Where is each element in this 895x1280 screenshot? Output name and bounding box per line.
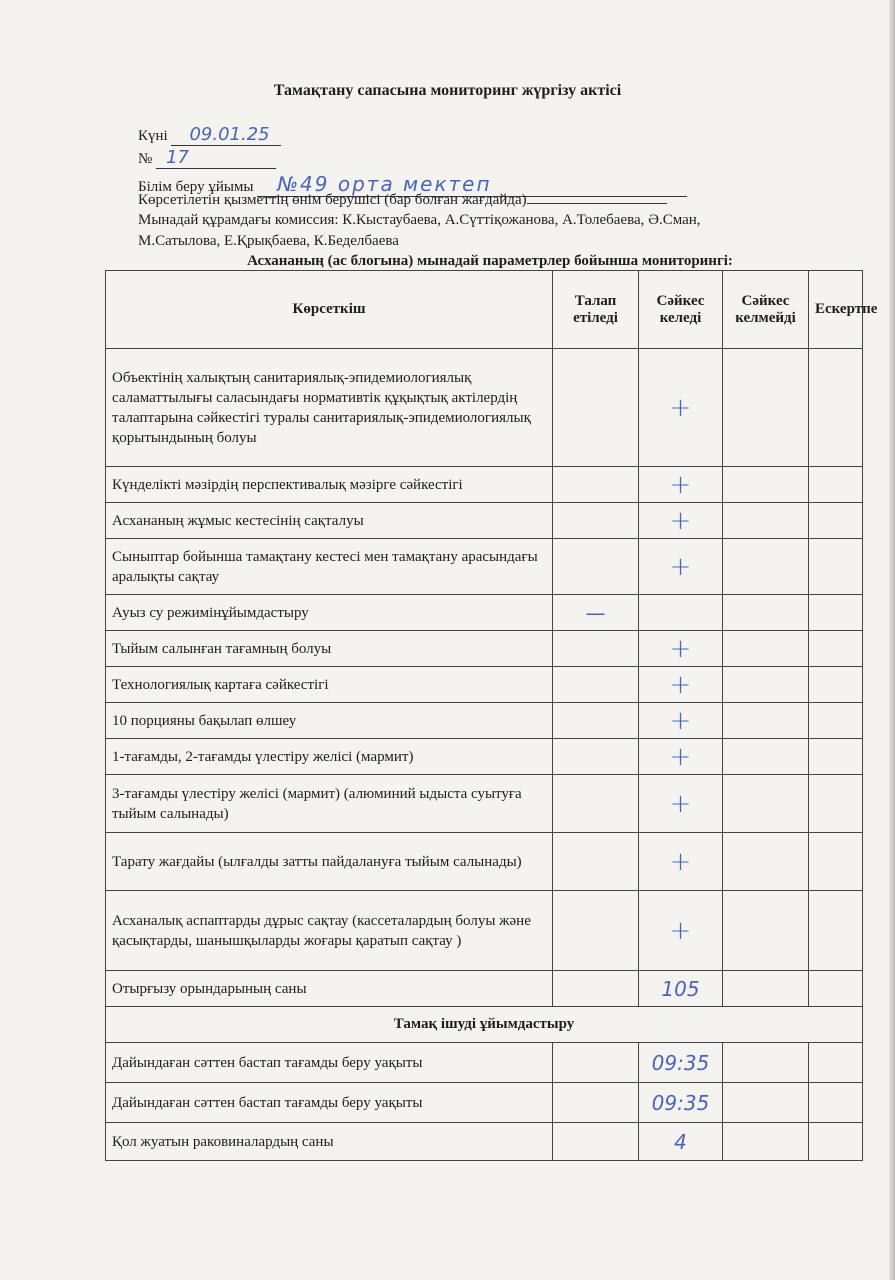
cell-required — [553, 891, 639, 971]
page-edge-shadow — [889, 0, 895, 1280]
provider-label: Көрсетілетін қызметтің өнім берушісі (бар болған жағдайда) — [138, 192, 527, 208]
number-label: № — [138, 151, 153, 167]
section-title: Тамақ ішуді ұйымдастыру — [106, 1007, 863, 1043]
cell-not-complies — [723, 349, 809, 467]
row-label: Тыйым салынған тағамның болуы — [106, 631, 553, 667]
row-label: 1-тағамды, 2-тағамды үлестіру желісі (мармит) — [106, 739, 553, 775]
cell-required — [553, 631, 639, 667]
cell-note — [809, 631, 863, 667]
cell-required — [553, 775, 639, 833]
monitoring-table — [105, 270, 878, 1161]
table-row — [106, 775, 863, 833]
plus-mark: + — [669, 551, 692, 582]
table-row — [106, 833, 863, 891]
table-row — [106, 539, 863, 595]
row-label: Дайындаған сәттен бастап тағамды беру уақыты — [106, 1083, 553, 1123]
cell-complies — [639, 833, 723, 891]
cell-note — [809, 349, 863, 467]
row-label: Тарату жағдайы (ылғалды затты пайдалануға тыйым салынады) — [106, 833, 553, 891]
header-indicator: Көрсеткіш — [106, 271, 553, 349]
cell-not-complies — [723, 833, 809, 891]
cell-not-complies — [723, 467, 809, 503]
table-header-row — [106, 271, 863, 349]
cell-not-complies — [723, 503, 809, 539]
provider-line — [138, 192, 667, 209]
plus-mark: + — [669, 846, 692, 877]
table-row — [106, 739, 863, 775]
cell-note — [809, 971, 863, 1007]
commission-line-1: Мынадай құрамдағы комиссия: К.Кыстаубаева, А.Сүттіқожанова, А.Толебаева, Ә.Сман, — [138, 212, 701, 228]
cell-required — [553, 1083, 639, 1123]
cell-complies — [639, 891, 723, 971]
time-value: 09:35 — [651, 1090, 710, 1115]
date-line — [138, 124, 281, 146]
plus-mark: + — [669, 505, 692, 536]
cell-note — [809, 1123, 863, 1161]
cell-note — [809, 891, 863, 971]
table-row — [106, 891, 863, 971]
plus-mark: + — [669, 633, 692, 664]
sink-count-value: 4 — [674, 1129, 687, 1154]
cell-not-complies — [723, 595, 809, 631]
plus-mark: + — [669, 741, 692, 772]
time-value: 09:35 — [651, 1050, 710, 1075]
table-row — [106, 703, 863, 739]
table-row — [106, 595, 863, 631]
table-row — [106, 971, 863, 1007]
row-label: Асхананың жұмыс кестесінің сақталуы — [106, 503, 553, 539]
cell-required — [553, 1123, 639, 1161]
provider-field — [527, 203, 667, 204]
cell-not-complies — [723, 539, 809, 595]
header-not-complies: Сәйкес келмейді — [723, 271, 809, 349]
cell-complies — [639, 1083, 723, 1123]
header-complies: Сәйкес келеді — [639, 271, 723, 349]
row-label: Дайындаған сәттен бастап тағамды беру уақыты — [106, 1043, 553, 1083]
cell-complies — [639, 539, 723, 595]
cell-complies — [639, 739, 723, 775]
date-value: 09.01.25 — [189, 124, 270, 145]
table-row — [106, 667, 863, 703]
table-row — [106, 631, 863, 667]
cell-note — [809, 775, 863, 833]
cell-not-complies — [723, 891, 809, 971]
number-field — [156, 147, 276, 169]
cell-required — [553, 739, 639, 775]
cell-required — [553, 595, 639, 631]
cell-complies — [639, 467, 723, 503]
cell-required — [553, 833, 639, 891]
cell-complies — [639, 1123, 723, 1161]
cell-note — [809, 739, 863, 775]
date-field — [171, 124, 281, 146]
cell-not-complies — [723, 1083, 809, 1123]
cell-complies — [639, 971, 723, 1007]
organization-value: №49 орта мектеп — [277, 172, 492, 196]
document-title: Тамақтану сапасына мониторинг жүргізу актісі — [273, 82, 622, 99]
cell-complies — [639, 349, 723, 467]
header-note: Ескертпе — [809, 271, 863, 349]
cell-not-complies — [723, 667, 809, 703]
date-label: Күні — [138, 128, 168, 144]
organization-label: Білім беру ұйымы — [138, 179, 254, 195]
table-row — [106, 1083, 863, 1123]
cell-not-complies — [723, 1123, 809, 1161]
plus-mark: + — [669, 788, 692, 819]
cell-not-complies — [723, 703, 809, 739]
row-label: Ауыз су режимінұйымдастыру — [106, 595, 553, 631]
plus-mark: + — [669, 669, 692, 700]
table-row — [106, 503, 863, 539]
cell-complies — [639, 595, 723, 631]
cell-complies — [639, 775, 723, 833]
plus-mark: + — [669, 915, 692, 946]
cell-note — [809, 703, 863, 739]
monitoring-subtitle: Асхананың (ас блогына) мынадай параметрлер бойынша мониторингі: — [247, 253, 733, 269]
cell-complies — [639, 631, 723, 667]
table-row — [106, 1123, 863, 1161]
header-required: Талап етіледі — [553, 271, 639, 349]
cell-note — [809, 467, 863, 503]
table-row — [106, 1043, 863, 1083]
table-row — [106, 467, 863, 503]
dash-mark: — — [585, 600, 606, 625]
row-label: Объектінің халықтың санитариялық-эпидемиологиялық саламаттылығы саласындағы нормативтік құқықтық актілердің талаптарына сәйкестігі туралы санитариялық-эпидемиологиялық қорытындының болуы — [106, 349, 553, 467]
cell-complies — [639, 503, 723, 539]
table-row — [106, 349, 863, 467]
section-header-row — [106, 1007, 863, 1043]
cell-not-complies — [723, 631, 809, 667]
commission-line-2: М.Сатылова, Е.Қрықбаева, К.Беделбаева — [138, 233, 399, 249]
cell-not-complies — [723, 1043, 809, 1083]
row-label: Сыныптар бойынша тамақтану кестесі мен тамақтану арасындағы аралықты сақтау — [106, 539, 553, 595]
cell-note — [809, 539, 863, 595]
cell-required — [553, 539, 639, 595]
cell-required — [553, 349, 639, 467]
cell-not-complies — [723, 775, 809, 833]
plus-mark: + — [669, 705, 692, 736]
row-label: 10 порцияны бақылап өлшеу — [106, 703, 553, 739]
row-label: Технологиялық картаға сәйкестігі — [106, 667, 553, 703]
cell-note — [809, 503, 863, 539]
cell-note — [809, 667, 863, 703]
cell-required — [553, 503, 639, 539]
cell-not-complies — [723, 739, 809, 775]
number-line — [138, 147, 276, 169]
row-label: Қол жуатын раковиналардың саны — [106, 1123, 553, 1161]
plus-mark: + — [669, 392, 692, 423]
cell-required — [553, 467, 639, 503]
cell-required — [553, 667, 639, 703]
cell-complies — [639, 703, 723, 739]
row-label: Отырғызу орындарының саны — [106, 971, 553, 1007]
seat-count-value: 105 — [661, 976, 700, 1001]
cell-note — [809, 833, 863, 891]
cell-note — [809, 595, 863, 631]
row-label: 3-тағамды үлестіру желісі (мармит) (алюминий ыдыста суытуға тыйым салынады) — [106, 775, 553, 833]
cell-required — [553, 703, 639, 739]
cell-note — [809, 1083, 863, 1123]
cell-note — [809, 1043, 863, 1083]
row-label: Асханалық аспаптарды дұрыс сақтау (кассеталардың болуы және қасықтарды, шанышқыларды жоғары қаратып сақтау ) — [106, 891, 553, 971]
number-value: 17 — [166, 147, 189, 168]
plus-mark: + — [669, 469, 692, 500]
cell-complies — [639, 1043, 723, 1083]
cell-not-complies — [723, 971, 809, 1007]
cell-complies — [639, 667, 723, 703]
cell-required — [553, 1043, 639, 1083]
cell-required — [553, 971, 639, 1007]
row-label: Күнделікті мәзірдің перспективалық мәзірге сәйкестігі — [106, 467, 553, 503]
